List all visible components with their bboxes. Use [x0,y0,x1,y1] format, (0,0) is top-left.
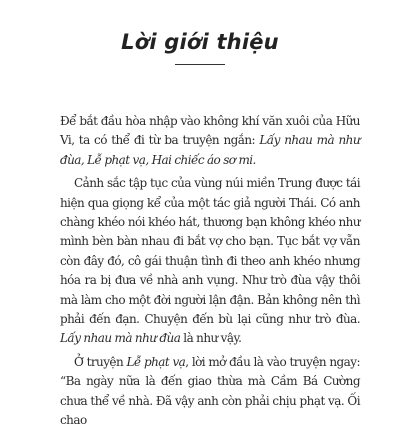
page-title: Lời giới thiệu [121,30,279,54]
paragraph-1 [60,112,360,170]
paragraph-2 [60,174,360,349]
italic-text-run: Lễ phạt vạ [126,354,186,369]
title-divider [175,64,225,65]
italic-text-run: Lấy nhau mà như đùa [60,331,181,346]
text-run: Ở truyện [74,354,127,369]
text-run: Để bắt đầu hòa nhập vào không khí văn xuôi của Hữu Vi, ta có thể đi từ ba truyện ngắn: [60,114,360,148]
text-run: Cảnh sắc tập tục của vùng núi miền Trung được tái hiện qua giọng kể của một tác giả người Thái. Có anh chàng khéo nói khéo hát, thương bạn không khéo như mình bèn bàn nhau đi bắt vợ cho bạn. Tục bắt vợ vẫn còn đây đó, cô gái thuận tình đi theo anh khéo nhưng hóa ra bị đưa về nhà anh vụng. Như trò đùa vậy thôi mà làm cho một đời người lận đận. Bản không nên thì phải đến đạn. Chuyện đến bù lại cũng như trò đùa. [60,176,360,327]
body-text [60,112,360,435]
text-run: là như vậy. [180,331,242,346]
italic-text-run: Lấy nhau mà như đùa, Lễ phạt vạ, Hai chiếc áo sơ mi. [60,133,360,167]
text-run: , lời mở đầu là vào truyện ngay: “Ba ngày nữa là đến giao thừa mà Cầm Bá Cường chưa thể về nhà. Đã vậy anh còn phải chịu phạt vạ. Ối chao [60,354,360,428]
paragraph-3 [60,353,360,431]
